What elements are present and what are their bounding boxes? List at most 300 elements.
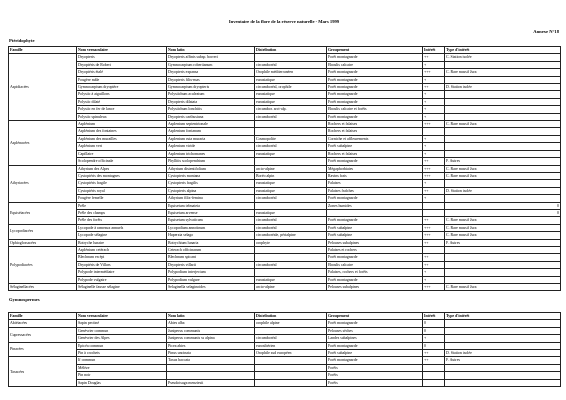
table-row [9,327,561,334]
group-cell: Eboulis calcaire [327,61,423,68]
distribution-cell [255,246,327,253]
common-name-cell: If commun [77,357,167,364]
table-row [9,187,561,194]
group-cell: Landes subalpines [327,335,423,342]
group-cell: Eboulis calcaire et forêts [327,106,423,113]
table-pteridophytes [8,46,561,291]
interest-cell: +++ [423,172,445,179]
interest-type-cell [445,276,561,283]
common-name-cell: Genévrier des Alpes [77,335,167,342]
common-name-cell: Fougère femelle [77,195,167,202]
latin-name-cell: Asplenium septentrionale [167,121,255,128]
table-row [9,69,561,76]
table-row [9,269,561,276]
interest-cell: + [423,195,445,202]
latin-name-cell: Polystichum lonchitis [167,106,255,113]
table-header-row [9,47,561,54]
interest-cell: + [423,91,445,98]
column-header-interest-type: Type d'intérêt [445,47,561,54]
common-name-cell: Athyrium des Alpes [77,165,167,172]
interest-type-cell [445,135,561,142]
interest-type-cell [445,61,561,68]
latin-name-cell [167,372,255,379]
distribution-cell [255,269,327,276]
family-cell: Asplénacées [9,121,77,165]
group-cell: Forêt subalpine [327,143,423,150]
distribution-cell: arcto-alpine [255,284,327,291]
latin-name-cell: Selaginella selaginoides [167,284,255,291]
latin-name-cell [167,364,255,371]
interest-cell: + [423,135,445,142]
common-name-cell: Epicéa commun [77,342,167,349]
table-row [9,372,561,379]
interest-type-cell: D. Station isolée [445,350,561,357]
group-cell: Forêt subalpine [327,232,423,239]
interest-cell: +++ [423,232,445,239]
distribution-cell [255,158,327,165]
interest-type-cell [445,76,561,83]
group-cell: Mégaphorbiaies [327,165,423,172]
interest-cell: + [423,61,445,68]
group-cell: Forêt montagnarde [327,276,423,283]
common-name-cell: Sapin pectiné [77,320,167,327]
interest-type-cell [445,113,561,120]
distribution-cell: circumboréal, orophile [255,84,327,91]
table-row [9,158,561,165]
table-row [9,172,561,179]
table-row [9,364,561,371]
interest-type-cell [445,372,561,379]
latin-name-cell: Pseudotsuga menziesii [167,379,255,386]
column-header-latin-name: Nom latin [167,47,255,54]
table-row [9,54,561,61]
group-cell: Forêt montagnarde [327,76,423,83]
latin-name-cell: Juniperus communis ss alpina [167,335,255,342]
distribution-cell: Orophile méditerranéen [255,69,327,76]
column-header-common-name: Nom vernaculaire [77,47,167,54]
distribution-cell [255,54,327,61]
common-name-cell: Sapin Douglas [77,379,167,386]
common-name-cell: Scolopendre officinale [77,158,167,165]
group-cell: Forêt montagnarde [327,91,423,98]
interest-cell: ++ [423,217,445,224]
group-cell: Rochers et falaises [327,150,423,157]
interest-type-cell: C. Station isolée [445,54,561,61]
interest-cell: 0 [423,327,445,334]
group-cell: Falaises et rochers [327,246,423,253]
common-name-cell: Polystic dilaté [77,98,167,105]
distribution-cell: eurasiatique [255,276,327,283]
common-name-cell: Prêle des forêts [77,217,167,224]
group-cell: Pelouses subalpines [327,239,423,246]
distribution-cell: orophile alpine [255,320,327,327]
family-cell: Equisétacées [9,202,77,224]
interest-cell: + [423,113,445,120]
common-name-cell: Lycopode sélagine [77,232,167,239]
distribution-cell [255,327,327,334]
group-cell: Forêt montagnarde [327,54,423,61]
distribution-cell: Orophile sud européen [255,350,327,357]
interest-type-cell: D. Station isolée [445,84,561,91]
interest-cell [423,372,445,379]
column-header-interest: Intérêt [423,313,445,320]
column-header-distribution: Distribution [255,47,327,54]
interest-type-cell: D. Station isolée [445,187,561,194]
group-cell: Forêt montagnarde [327,98,423,105]
table-row [9,350,561,357]
table-row [9,113,561,120]
interest-type-cell: C. Rare massif Jura [445,284,561,291]
distribution-cell [255,364,327,371]
interest-cell: + [423,76,445,83]
table-row [9,217,561,224]
common-name-cell: Gymnocarpium dryoptère [77,84,167,91]
table-gymnospermes [8,312,561,387]
column-header-interest: Intérêt [423,47,445,54]
interest-cell: ++ [423,54,445,61]
family-cell: Abiétacées [9,320,77,327]
group-cell: Eboulis calcaire [327,261,423,268]
group-cell: Falaises fraîches [327,187,423,194]
section-heading-pteridophytes: Ptéridophyte [9,38,35,43]
distribution-cell [255,357,327,364]
distribution-cell: circumboréal [255,224,327,231]
group-cell: Forêt subalpine [327,350,423,357]
table-row [9,150,561,157]
group-cell: Forêt subalpine [327,224,423,231]
interest-cell: ++ [423,84,445,91]
common-name-cell: Blechnum en épi [77,254,167,261]
common-name-cell: Mélèze [77,364,167,371]
table-row [9,335,561,342]
latin-name-cell: Blechnum spicant [167,254,255,261]
latin-name-cell: Pinus uncinata [167,350,255,357]
latin-name-cell: Athyrium filix-femina [167,195,255,202]
common-name-cell: Asplénium vert [77,143,167,150]
common-name-cell: Lycopode à rameaux annuels [77,224,167,231]
column-header-group: Groupement [327,313,423,320]
interest-type-cell: F. Autres [445,239,561,246]
group-cell [327,209,423,216]
latin-name-cell: Ceterach officinarum [167,246,255,253]
distribution-cell: circumboréale, périalpine [255,232,327,239]
group-cell: Forêts [327,364,423,371]
interest-cell: + [423,106,445,113]
group-cell: Forêts [327,379,423,386]
distribution-cell: eurasiatique [255,180,327,187]
common-name-cell: Asplénium des murailles [77,135,167,142]
interest-cell: 0 [423,342,445,349]
distribution-cell [255,128,327,135]
group-cell: Rochers et falaises [327,121,423,128]
common-name-cell: Asplénium des fontaines [77,128,167,135]
latin-name-cell: Polypodium interjectum [167,269,255,276]
interest-cell [423,379,445,386]
group-cell: Forêt montagnarde [327,113,423,120]
interest-type-cell [445,106,561,113]
interest-type-cell [445,195,561,202]
table-row [9,91,561,98]
distribution-cell: circumboréal [255,217,327,224]
interest-cell: ++ [423,158,445,165]
latin-name-cell: Botrychium lunaria [167,239,255,246]
interest-cell: + [423,269,445,276]
section-heading-gymnospermes: Gymnospermes [9,297,40,302]
interest-type-cell: 0 [445,202,561,209]
common-name-cell: Genévrier commun [77,327,167,334]
latin-name-cell: Dryopteris carthusiana [167,113,255,120]
interest-type-cell: 0 [445,209,561,216]
interest-cell: + [423,335,445,342]
group-cell: Falaises, rochers et forêts [327,269,423,276]
interest-cell [423,246,445,253]
common-name-cell: Prêle des champs [77,209,167,216]
distribution-cell: circumboréal [255,261,327,268]
column-header-interest-type: Type d'intérêt [445,313,561,320]
interest-cell: + [423,98,445,105]
latin-name-cell: Equisetum telmateia [167,202,255,209]
interest-type-cell [445,150,561,157]
latin-name-cell: Asplenium trichomanes [167,150,255,157]
family-cell: Athyriacées [9,165,77,202]
distribution-cell: Cosmopolite [255,135,327,142]
interest-cell: ++ [423,357,445,364]
common-name-cell: Asplénium cetérach [77,246,167,253]
family-cell: Ophioglossacées [9,239,77,246]
interest-type-cell [445,128,561,135]
interest-cell: ++ [423,239,445,246]
column-header-common-name: Nom vernaculaire [77,313,167,320]
family-cell: Lycopodiacées [9,224,77,239]
common-name-cell: Cystoptéris fragile [77,180,167,187]
latin-name-cell: Athyrium distentifolium [167,165,255,172]
group-cell: Rochers et falaises [327,128,423,135]
interest-cell: + [423,180,445,187]
latin-name-cell: Cystopteris alpina [167,187,255,194]
latin-name-cell: Phyllitis scolopendrium [167,158,255,165]
interest-type-cell: F. Autres [445,158,561,165]
table-row [9,76,561,83]
common-name-cell: Fougère mâle [77,76,167,83]
latin-name-cell: Polystichum aculeatum [167,91,255,98]
interest-type-cell: C. Rare massif Jura [445,69,561,76]
common-name-cell: Botryche lunaire [77,239,167,246]
group-cell: Ravins frais [327,172,423,179]
common-name-cell: Dryoptéris de Villars [77,261,167,268]
common-name-cell: Asplénium [77,121,167,128]
common-name-cell: Polystic en fer de lance [77,106,167,113]
latin-name-cell: Asplenium viride [167,143,255,150]
latin-name-cell: Asplenium ruta muraria [167,135,255,142]
interest-cell [423,364,445,371]
table-row [9,106,561,113]
common-name-cell: Polystic à aiguillons [77,91,167,98]
latin-name-cell: Polypodium vulgare [167,276,255,283]
distribution-cell: circumboréal [255,61,327,68]
table-row [9,195,561,202]
family-cell: Aspidiacées [9,54,77,121]
distribution-cell [255,372,327,379]
latin-name-cell: Dryopteris expansa [167,69,255,76]
distribution-cell: eurasiatique [255,150,327,157]
distribution-cell: eurasiatique [255,98,327,105]
latin-name-cell: Taxus baccata [167,357,255,364]
distribution-cell: eurasiatique [255,187,327,194]
latin-name-cell: Lycopodium annotinum [167,224,255,231]
latin-name-cell: Juniperus communis [167,327,255,334]
table-row [9,224,561,231]
latin-name-cell: Dryopteris affinis subsp. borreri [167,54,255,61]
interest-type-cell [445,320,561,327]
table-row [9,357,561,364]
annexe-number: Annexe N°18 [533,29,559,34]
group-cell: Forêt montagnarde [327,217,423,224]
interest-cell: +++ [423,121,445,128]
table-row [9,84,561,91]
interest-type-cell [445,254,561,261]
distribution-cell: eurasiatique [255,209,327,216]
latin-name-cell: Dryopteris villarii [167,261,255,268]
interest-type-cell [445,327,561,334]
latin-name-cell: Dryopteris filix-mas [167,76,255,83]
group-cell: Forêts [327,372,423,379]
group-cell: Forêt montagnarde [327,195,423,202]
common-name-cell: Polypode intermédiaire [77,269,167,276]
interest-type-cell: C. Rare massif Jura [445,121,561,128]
common-name-cell: Polystic spinuleux [77,113,167,120]
interest-type-cell [445,180,561,187]
distribution-cell: eurosibérien [255,342,327,349]
family-cell: Polypodiacées [9,246,77,283]
distribution-cell: circumbor. arct-alp. [255,106,327,113]
interest-cell: ++ [423,187,445,194]
distribution-cell: orophyte [255,239,327,246]
common-name-cell: Dryoptéris étalé [77,69,167,76]
distribution-cell: circumboréal [255,335,327,342]
table-row [9,379,561,386]
interest-type-cell [445,342,561,349]
table-row [9,232,561,239]
interest-type-cell [445,143,561,150]
group-cell: Forêt montagnarde [327,254,423,261]
latin-name-cell: Cystopteris montana [167,172,255,179]
interest-type-cell: C. Rare massif Jura [445,232,561,239]
distribution-cell [255,202,327,209]
interest-type-cell: F. Autres [445,357,561,364]
interest-type-cell: C. Rare massif Jura [445,172,561,179]
latin-name-cell: Gymnocarpium dryopteris [167,84,255,91]
interest-cell: ++ [423,254,445,261]
interest-cell: ++ [423,261,445,268]
table-row [9,342,561,349]
distribution-cell: circumboréal [255,195,327,202]
table-row [9,209,561,216]
column-header-family: Famille [9,313,77,320]
interest-type-cell [445,246,561,253]
table-row [9,276,561,283]
group-cell: Forêt montagnarde [327,158,423,165]
latin-name-cell: Gymnocarpium robertianum [167,61,255,68]
group-cell: Zones humides [327,202,423,209]
table-row [9,246,561,253]
interest-cell: +++ [423,165,445,172]
interest-cell [423,209,445,216]
group-cell: Corniche et affleurements [327,135,423,142]
table-row [9,320,561,327]
table-row [9,261,561,268]
interest-cell: +++ [423,69,445,76]
distribution-cell: Boréo alpin [255,172,327,179]
common-name-cell: Dryoptéris de Robert [77,61,167,68]
latin-name-cell: Asplenium fontanum [167,128,255,135]
group-cell: Forêt montagnarde [327,342,423,349]
interest-type-cell: C. Rare massif Jura [445,224,561,231]
document-title: Inventaire de la flore de la réserve naturelle - Mars 1999 [228,19,340,24]
interest-cell [423,128,445,135]
table-row [9,135,561,142]
family-cell: Sélaginellacées [9,284,77,291]
interest-type-cell [445,335,561,342]
distribution-cell: eurasiatique [255,76,327,83]
interest-type-cell [445,91,561,98]
common-name-cell: Pin noir [77,372,167,379]
interest-type-cell [445,269,561,276]
group-cell: Forêt montagnarde [327,69,423,76]
interest-cell: + [423,276,445,283]
table-row [9,254,561,261]
common-name-cell: Polypode vulgaire [77,276,167,283]
latin-name-cell: Picea abies [167,342,255,349]
distribution-cell [255,121,327,128]
distribution-cell [255,254,327,261]
table-row [9,128,561,135]
distribution-cell: eurasiatique [255,91,327,98]
common-name-cell: Prêle [77,202,167,209]
interest-cell: +++ [423,224,445,231]
distribution-cell: arcto-alpine [255,165,327,172]
table-row [9,61,561,68]
group-cell: Pelouses sèches [327,327,423,334]
interest-type-cell [445,364,561,371]
interest-cell: + [423,143,445,150]
interest-type-cell: C. Rare massif Jura [445,217,561,224]
common-name-cell: Sélaginelle fausse sélagine [77,284,167,291]
latin-name-cell: Huperzia selago [167,232,255,239]
interest-cell: +++ [423,284,445,291]
latin-name-cell: Dryopteris dilatata [167,98,255,105]
column-header-group: Groupement [327,47,423,54]
group-cell: Forêt montagnarde [327,84,423,91]
interest-type-cell [445,379,561,386]
group-cell: Forêt montagnarde [327,320,423,327]
family-cell: Pinacées [9,342,77,357]
interest-type-cell [445,261,561,268]
column-header-latin-name: Nom latin [167,313,255,320]
family-cell: Cupressacées [9,327,77,342]
interest-cell [423,202,445,209]
distribution-cell: circumboréal [255,143,327,150]
table-header-row [9,313,561,320]
interest-cell: + [423,150,445,157]
table-row [9,239,561,246]
interest-type-cell: C. Rare massif Jura [445,165,561,172]
table-row [9,180,561,187]
common-name-cell: Dryopteris [77,54,167,61]
common-name-cell: Capillaire [77,150,167,157]
interest-cell: 0 [423,320,445,327]
interest-cell: ++ [423,350,445,357]
table-row [9,143,561,150]
